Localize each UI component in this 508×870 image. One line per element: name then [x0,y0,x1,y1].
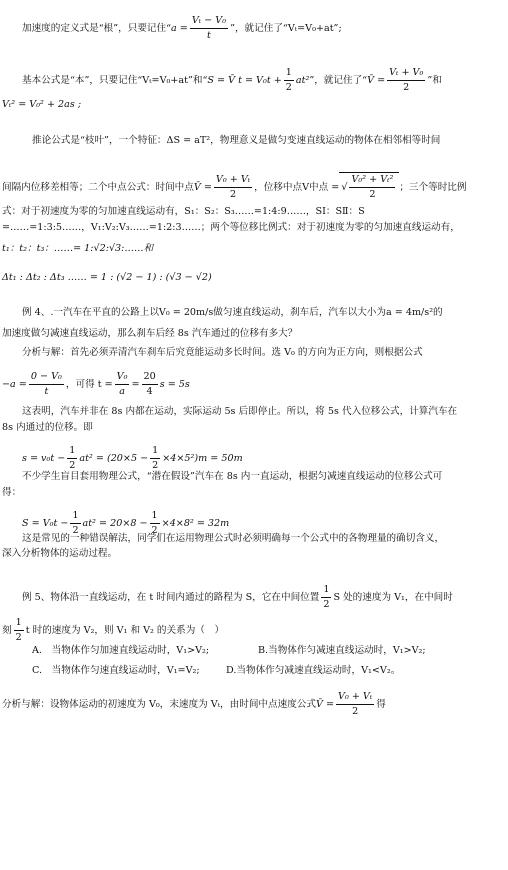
ex4-line8: 不少学生盲目套用物理公式，“潜在假设”汽车在 8s 内一直运动，根据匀减速直线运动的位移公式可 [22,471,443,482]
p3-line5: t₁：t₂：t₃：……= 1:√2:√3:……和 [2,243,154,254]
p3-line4: =……=1:3:5……，V₁:V₂:V₃……=1:2:3……；两个等位移比例式：对于初速度为零的匀加速直线运动有， [2,222,460,233]
ex4-line4: −a = $\frac{\text{0 − V₀}}{t}$ ，可得 t = $\frac{\text{V₀}}{a}$ = $\frac{20}{4}$ s = 5s [2,371,190,397]
option-a: A. 当物体作匀加速直线运动时，V₁>V₂; [32,645,210,656]
p3-line1: 推论公式是“枝叶”，一个特征：ΔS = aT²，物理意义是做匀变速直线运动的物体在相邻相等时间 [32,135,441,146]
option-d: D.当物体作匀减速直线运动时，V₁<V₂。 [226,665,401,676]
p1-text: 加速度的定义式是“根”，只要记住“ [22,23,172,34]
ex5-line2: 刻 $\frac{1}{2}$ t 时的速度为 V₂，则 V₁ 和 V₂ 的关系为（ ） [2,617,225,643]
p1-eq-lhs: a = [171,23,188,34]
ex4-line1: 例 4、.一汽车在平直的公路上以V₀ = 20m/s做匀速直线运动，刹车后，汽车以大小为a = 4m/s²的 [22,307,443,318]
ex5-line1: 例 5、物体沿一直线运动，在 t 时间内通过的路程为 S，它在中间位置 $\frac{1}{2}$ S 处的速度为 V₁，在中间时 [22,584,453,610]
p1-fraction: $\frac{\text{Vₜ − V₀}}{t}$ [191,15,227,41]
p3-line2: 间隔内位移差相等；二个中点公式：时间中点V̄ = $\frac{\text{V₀ + Vₜ}}{2}$ ，位移中点V中点 = √ $\frac{\text{V₀² + Vₜ²}}{2}$ ；三个等时比例 [2,174,467,200]
ex4-line2: 加速度做匀减速直线运动，那么刹车后经 8s 汽车通过的位移有多大？ [2,328,298,339]
ex4-line10: S = V₀t − $\frac{1}{2}$ at² = 20×8 − $\frac{1}{2}$ ×4×8² = 32m [22,510,230,536]
p2-line2: Vₜ² = V₀² + 2as ; [2,99,82,110]
ex4-line5: 这表明，汽车并非在 8s 内都在运动，实际运动 5s 后即停止。所以，将 5s 代入位移公式，计算汽车在 [22,406,458,417]
p1-line [22,14,342,43]
ex5-answer: 分析与解：设物体运动的初速度为 V₀，末速度为 Vₜ，由时间中点速度公式V̄ = $\frac{\text{V₀ + Vₜ}}{2}$ 得 [2,691,386,717]
ex4-line3: 分析与解：首先必须弄清汽车刹车后究竟能运动多长时间。选 V₀ 的方向为正方向，则根据公式 [22,347,423,358]
option-b: B.当物体作匀减速直线运动时，V₁>V₂; [258,645,426,656]
ex4-line6: 8s 内通过的位移。即 [2,422,93,433]
ex4-line7: s = v₀t − $\frac{1}{2}$ at² = (20×5 − $\frac{1}{2}$ ×4×5²)m = 50m [22,445,243,471]
ex4-line9: 得： [2,487,22,498]
p3-line6: Δt₁ : Δt₂ : Δt₃ …… = 1 : (√2 − 1) : (√3 − √2) [2,272,212,283]
p1-text-post: ”，就记住了“Vₜ=V₀+at”; [230,23,342,34]
ex4-line12: 深入分析物体的运动过程。 [2,548,118,559]
p2-line1: 基本公式是“本”，只要记住“Vₜ=V₀+at”和“S = V̄ t = V₀t + $\frac{1}{2}$ at²”，就记住了“V̄ = $\frac{\text{Vₜ + V₀}}{2}$ ”和 [22,67,442,93]
ex4-line11: 这是常见的一种错误解法，同学们在运用物理公式时必须明确每一个公式中的各物理量的确切含义， [22,533,445,544]
option-c: C. 当物体作匀速直线运动时，V₁=V₂; [32,665,200,676]
p3-line3: 式：对于初速度为零的匀加速直线运动有，S₁：S₂：S₃……=1:4:9……，SⅠ：SⅡ：S [2,206,365,217]
